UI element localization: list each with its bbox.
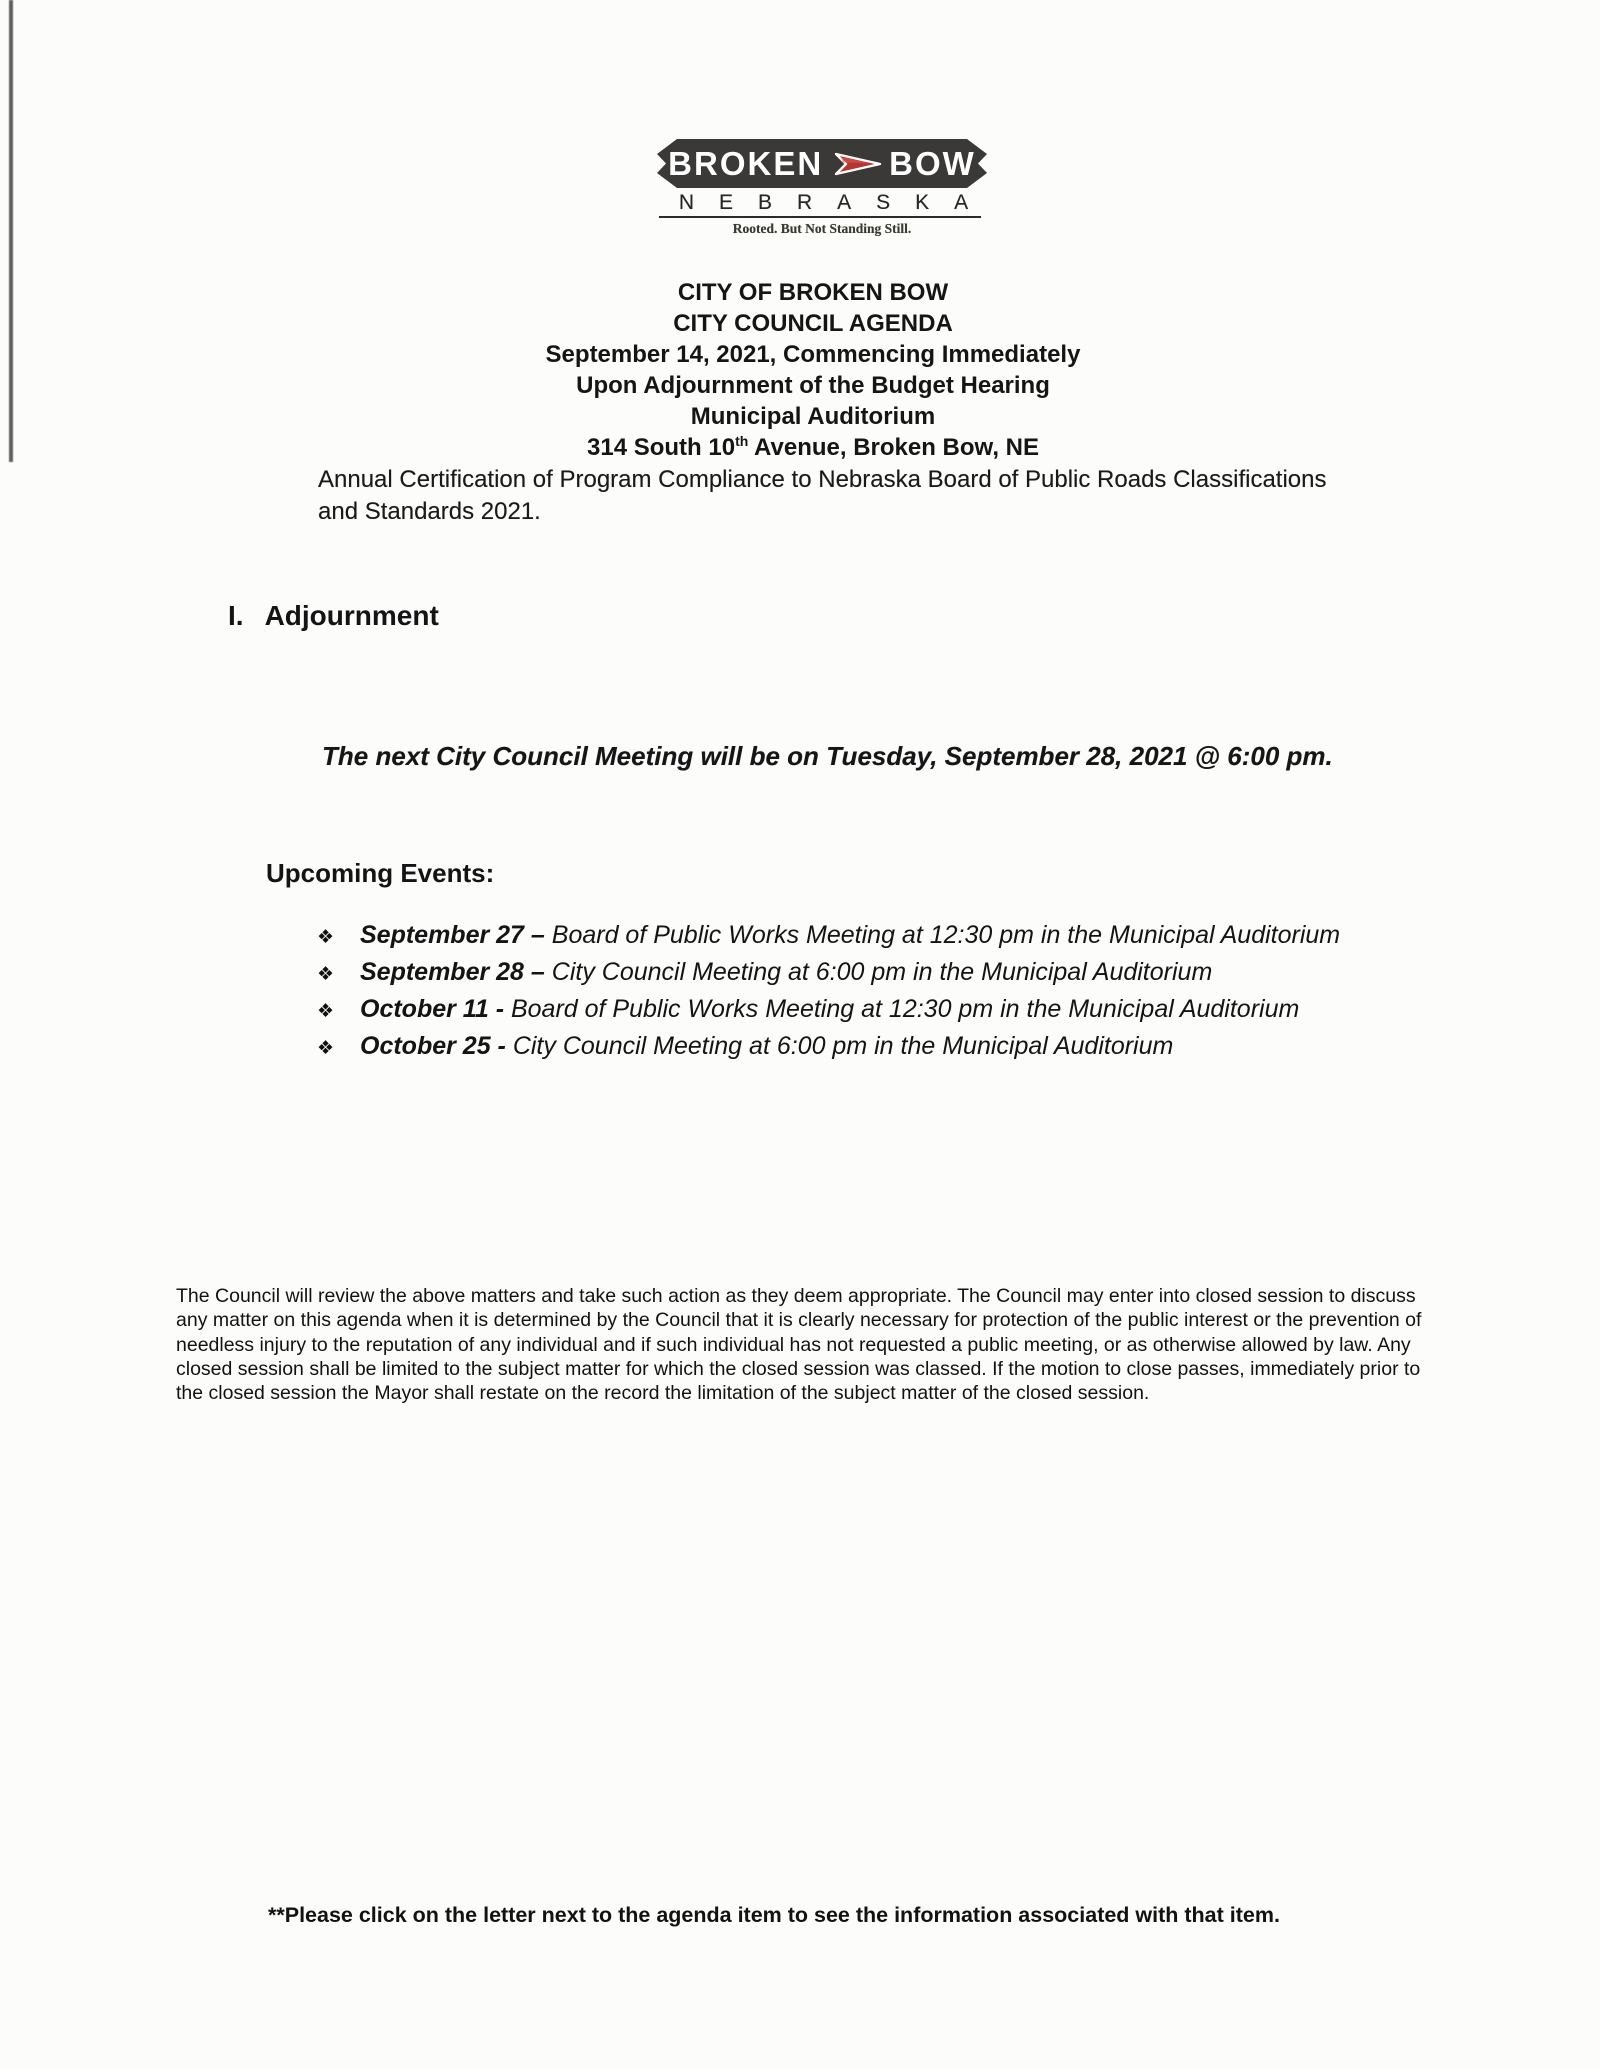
- upcoming-events-list: [317, 921, 1340, 1069]
- upcoming-events-heading: Upcoming Events:: [266, 858, 495, 888]
- logo-underline: [659, 216, 981, 218]
- event-date: October 25: [360, 1032, 491, 1060]
- document-heading: [13, 277, 1600, 463]
- address-ordinal-suffix: th: [735, 433, 749, 449]
- event-date: September 28: [360, 958, 524, 986]
- event-description: City Council Meeting at 6:00 pm in the Municipal Auditorium: [512, 1032, 1174, 1060]
- diamond-bullet-icon: ❖: [317, 926, 335, 948]
- event-item: [317, 995, 1340, 1032]
- agenda-item-adjournment: [228, 600, 439, 632]
- event-description: Board of Public Works Meeting at 12:30 pm in the Municipal Auditorium: [510, 995, 1300, 1023]
- logo-arrow-icon: [833, 151, 883, 177]
- event-item: [317, 1032, 1340, 1069]
- heading-line-adjournment: Upon Adjournment of the Budget Hearing: [576, 372, 1050, 399]
- event-date: September 27: [360, 921, 524, 949]
- annual-certification-note: Annual Certification of Program Compliance to Nebraska Board of Public Roads Classifications and Standards 2021.: [318, 466, 1327, 525]
- diamond-bullet-icon: ❖: [317, 1000, 335, 1022]
- logo-text-bow: BOW: [889, 145, 976, 182]
- logo-text-broken: BROKEN: [668, 145, 824, 182]
- diamond-bullet-icon: ❖: [317, 963, 335, 985]
- logo-tagline: Rooted. But Not Standing Still.: [732, 221, 912, 236]
- event-description: City Council Meeting at 6:00 pm in the Municipal Auditorium: [551, 958, 1213, 986]
- city-logo: [657, 139, 987, 188]
- event-item: [317, 958, 1340, 995]
- heading-line-city: CITY OF BROKEN BOW: [677, 279, 949, 306]
- logo-state-name: NEBRASKA: [678, 191, 994, 214]
- event-dash: –: [523, 921, 552, 949]
- heading-line-date: September 14, 2021, Commencing Immediately: [545, 341, 1081, 368]
- event-item: [317, 921, 1340, 958]
- event-dash: -: [488, 995, 511, 1023]
- closed-session-notice: The Council will review the above matters and take such action as they deem appropriate. The Council may enter into closed session to discuss any matter on this agenda when it is determined by the Council that it is clearly necessary for protection of the public interest or the prevention of needless injury to the reputation of any individual and if such individual has not requested a public meeting, or as otherwise allowed by law. Any closed session shall be limited to the subject matter for which the closed session was classed. If the motion to close passes, immediately prior to the closed session the Mayor shall restate on the record the limitation of the subject matter of the closed session.: [176, 1285, 1422, 1405]
- diamond-bullet-icon: ❖: [317, 1037, 335, 1059]
- agenda-item-number: I.: [228, 600, 244, 631]
- footer-instruction-note: **Please click on the letter next to the agenda item to see the information associated with that item.: [268, 1903, 1280, 1927]
- heading-line-address: 314 South 10th Avenue, Broken Bow, NE: [587, 433, 1039, 461]
- event-dash: -: [490, 1032, 513, 1060]
- event-date: October 11: [360, 995, 489, 1023]
- next-meeting-notice: The next City Council Meeting will be on Tuesday, September 28, 2021 @ 6:00 pm.: [322, 741, 1333, 771]
- heading-line-agenda: CITY COUNCIL AGENDA: [673, 310, 953, 337]
- event-description: Board of Public Works Meeting at 12:30 pm in the Municipal Auditorium: [551, 921, 1341, 949]
- agenda-item-label: Adjournment: [264, 600, 439, 631]
- heading-line-venue: Municipal Auditorium: [690, 403, 936, 430]
- event-dash: –: [523, 958, 552, 986]
